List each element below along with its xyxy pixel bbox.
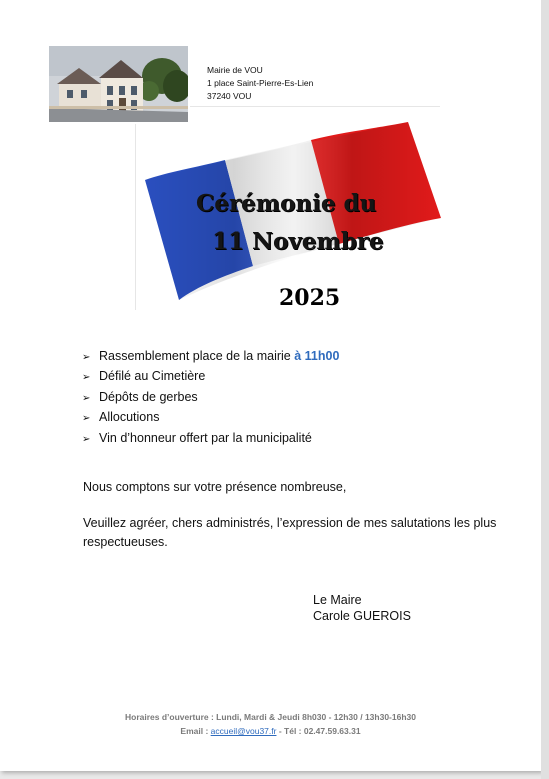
header-divider: [190, 106, 440, 107]
program-item: ➢ Défilé au Cimetière: [82, 367, 339, 387]
signature-name: Carole GUEROIS: [313, 609, 411, 623]
signature-title: Le Maire: [313, 593, 362, 607]
footer-hours: Horaires d’ouverture : Lundi, Mardi & Jeudi 8h030 - 12h30 / 13h30-16h30: [125, 712, 416, 722]
address-line-name: Mairie de VOU: [207, 65, 263, 75]
arrow-bullet-icon: ➢: [82, 433, 91, 445]
vertical-scrollbar[interactable]: [541, 0, 549, 779]
town-hall-illustration: [49, 46, 188, 122]
closing-paragraph: Veuillez agréer, chers administrés, l’expression de mes salutations les plus respectueuses.: [83, 516, 497, 549]
email-link[interactable]: accueil@vou37.fr: [210, 726, 277, 736]
footer-contact: [0, 726, 541, 736]
vertical-divider: [135, 124, 136, 310]
footer-phone: - Tél : 02.47.59.63.31: [276, 726, 361, 736]
town-hall-photo: [49, 46, 188, 122]
banner-year: 2025: [279, 285, 341, 311]
address-line-city: 37240 VOU: [207, 91, 252, 101]
mairie-address: [207, 64, 313, 103]
program-item: ➢ Vin d’honneur offert par la municipalité: [82, 429, 339, 449]
program-item: ➢ Allocutions: [82, 408, 339, 428]
address-line-street: 1 place Saint-Pierre-Es-Lien: [207, 78, 314, 88]
arrow-bullet-icon: ➢: [82, 392, 91, 404]
arrow-bullet-icon: ➢: [82, 372, 91, 384]
program-item: ➢ Rassemblement place de la mairie à 11h00: [82, 347, 339, 367]
arrow-bullet-icon: ➢: [82, 413, 91, 425]
banner-title-line1: Cérémonie du: [196, 190, 377, 217]
program-item: ➢ Dépôts de gerbes: [82, 388, 339, 408]
program-time: à 11h00: [294, 349, 340, 363]
banner-title-line2: 11 Novembre: [212, 228, 384, 255]
signature-block: [313, 592, 411, 624]
footer-email-label: Email :: [180, 726, 211, 736]
arrow-bullet-icon: ➢: [82, 352, 91, 363]
program-list: [82, 347, 339, 449]
invitation-paragraph: Nous comptons sur votre présence nombreuse,: [83, 480, 347, 494]
